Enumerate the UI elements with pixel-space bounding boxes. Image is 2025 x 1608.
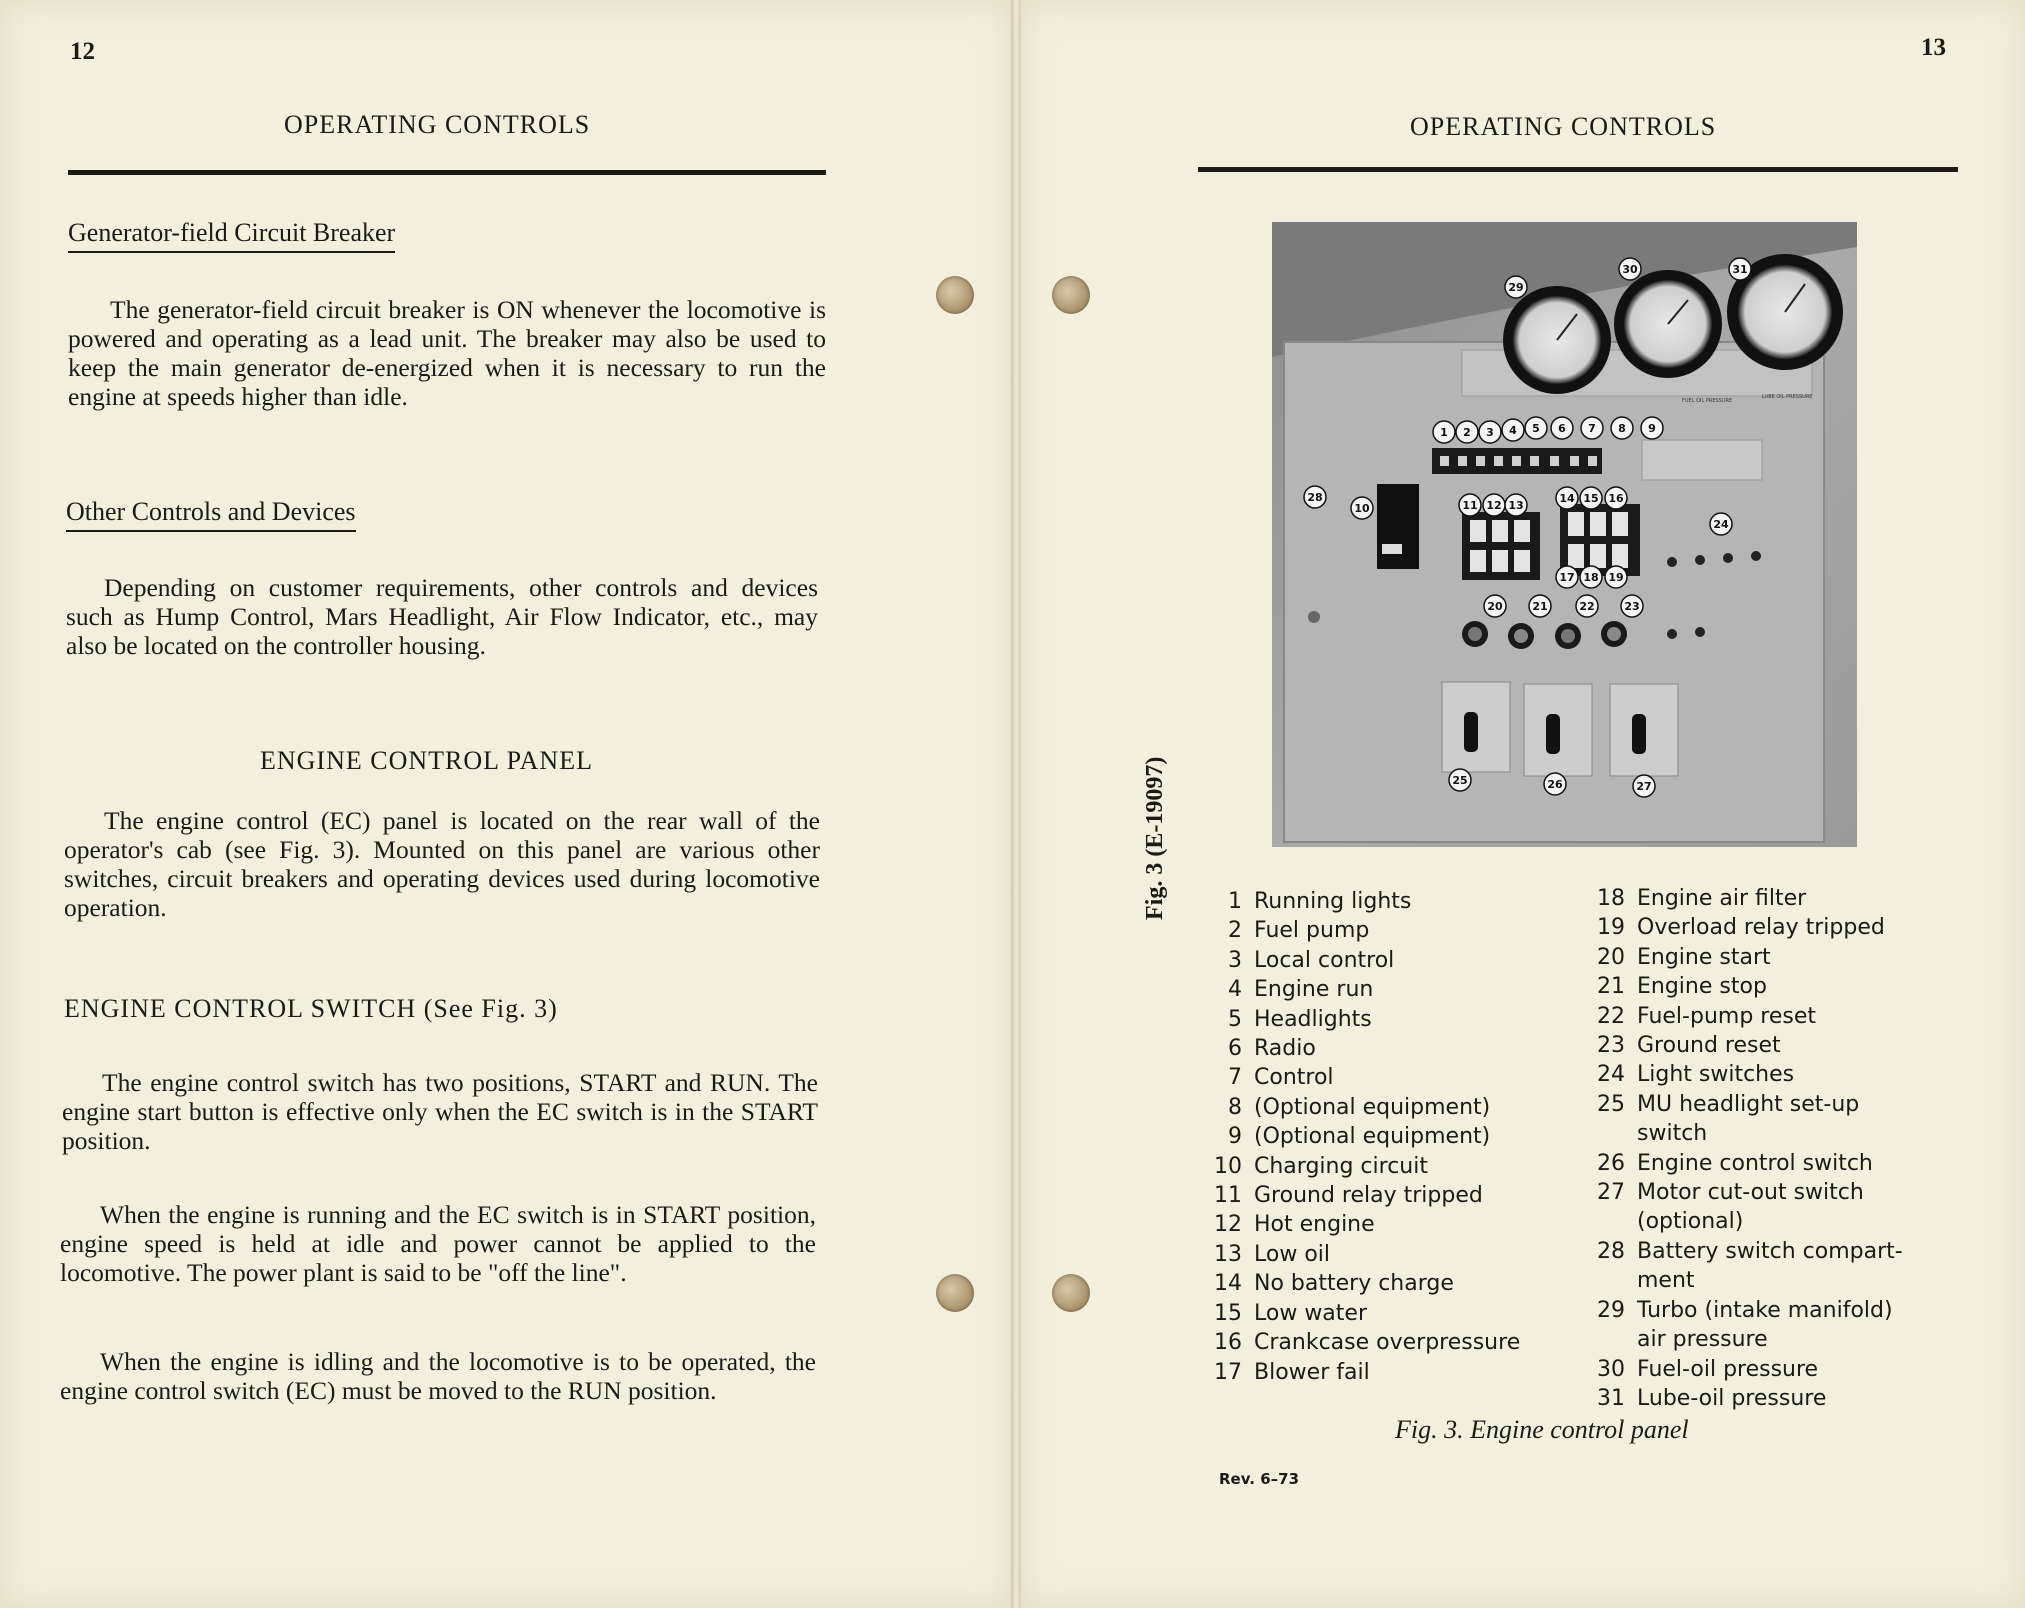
legend-item-text: Charging circuit	[1254, 1153, 1428, 1179]
legend-item	[1595, 1031, 1903, 1060]
svg-text:1: 1	[1440, 426, 1448, 439]
legend-item	[1595, 1002, 1903, 1031]
revision-note: Rev. 6–73	[1219, 1470, 1300, 1488]
legend-item	[1212, 1122, 1520, 1151]
figure-legend-left	[1212, 887, 1520, 1387]
legend-item-number: 31	[1597, 1385, 1625, 1411]
legend-item-number: 5	[1228, 1006, 1242, 1032]
svg-text:3: 3	[1486, 426, 1494, 439]
paragraph-engine-control-panel: The engine control (EC) panel is located on the rear wall of the operator's cab (see Fig. 3). Mounted on this panel are various other switches, circuit breakers and operating devices used during locomotive operation.	[64, 806, 820, 922]
legend-item-text: Fuel pump	[1254, 918, 1370, 944]
legend-item-text: Local control	[1254, 947, 1395, 973]
legend-item-text: Blower fail	[1254, 1359, 1370, 1385]
legend-item-number: 18	[1597, 886, 1625, 911]
legend-item-number: 13	[1214, 1241, 1242, 1267]
paragraph-ecs-running: When the engine is running and the EC switch is in START position, engine speed is held at idle and power cannot be applied to the locomotive. The power plant is said to be "off the line".	[60, 1200, 816, 1287]
legend-item	[1212, 1358, 1520, 1387]
figure-side-label: Fig. 3 (E-19097)	[1142, 756, 1168, 920]
legend-item-text: Engine stop	[1637, 974, 1767, 1000]
legend-item	[1595, 1149, 1903, 1178]
svg-text:29: 29	[1508, 281, 1524, 294]
svg-text:14: 14	[1559, 492, 1575, 505]
legend-item-number: 12	[1214, 1212, 1242, 1238]
svg-text:30: 30	[1622, 263, 1638, 276]
svg-text:18: 18	[1583, 571, 1599, 584]
svg-text:5: 5	[1532, 422, 1540, 435]
svg-text:21: 21	[1532, 600, 1548, 613]
legend-item-text: Ground relay tripped	[1254, 1183, 1483, 1209]
battery-compartment-latch	[1308, 611, 1320, 623]
legend-item	[1212, 1063, 1520, 1092]
legend-item-number: 1	[1228, 889, 1242, 914]
legend-item-text: (Optional equipment)	[1254, 1094, 1491, 1120]
legend-item	[1212, 1269, 1520, 1298]
svg-text:24: 24	[1713, 518, 1729, 531]
legend-item-number: 6	[1228, 1036, 1242, 1062]
svg-text:13: 13	[1508, 499, 1524, 512]
legend-item-text: (Optional equipment)	[1254, 1124, 1491, 1150]
section-title-generator-breaker: Generator-field Circuit Breaker	[68, 218, 395, 253]
legend-item-number: 2	[1228, 918, 1242, 944]
paragraph-generator-breaker: The generator-field circuit breaker is ON whenever the locomotive is powered and operating as a lead unit. The breaker may also be used to keep the main generator de-energized when it is necessary to run the engine at speeds higher than idle.	[68, 295, 826, 411]
legend-item	[1595, 943, 1903, 972]
legend-item-number: 25	[1597, 1091, 1625, 1117]
legend-item-number: 27	[1597, 1180, 1625, 1206]
legend-item-text: Light switches	[1637, 1062, 1795, 1088]
svg-text:26: 26	[1547, 778, 1563, 791]
legend-item	[1212, 916, 1520, 945]
svg-text:7: 7	[1588, 422, 1596, 435]
legend-item-text: Running lights	[1254, 889, 1412, 914]
legend-item	[1212, 975, 1520, 1004]
legend-item-number: 21	[1597, 974, 1625, 1000]
paragraph-ecs-positions: The engine control switch has two positions, START and RUN. The engine start button is effective only when the EC switch is in the START position.	[62, 1068, 818, 1155]
legend-item-number: 26	[1597, 1150, 1625, 1176]
binder-hole	[1052, 1274, 1090, 1312]
legend-item	[1212, 1299, 1520, 1328]
legend-item-number: 22	[1597, 1003, 1625, 1029]
gauge-plate-label: LUBE OIL PRESSURE	[1762, 394, 1813, 400]
page-header-right: OPERATING CONTROLS	[1410, 112, 1717, 141]
legend-item-number: 30	[1597, 1356, 1625, 1382]
engine-control-panel-photo	[1272, 222, 1857, 847]
section-title-other-controls: Other Controls and Devices	[66, 497, 356, 532]
page-number-left: 12	[70, 38, 95, 65]
svg-text:20: 20	[1487, 600, 1503, 613]
legend-item-text: Fuel-oil pressure	[1637, 1356, 1819, 1382]
legend-item	[1212, 1210, 1520, 1239]
legend-item	[1212, 1240, 1520, 1269]
svg-text:11: 11	[1462, 499, 1478, 512]
figure-legend-right	[1595, 884, 1903, 1413]
legend-item	[1595, 1384, 1903, 1413]
rotary-switches	[1442, 682, 1678, 776]
legend-item-text: Lube-oil pressure	[1637, 1385, 1827, 1411]
legend-item-number: 17	[1214, 1359, 1242, 1385]
charging-circuit-meter	[1377, 484, 1419, 569]
legend-item-text: Engine control switch	[1637, 1150, 1873, 1176]
legend-item-text: Headlights	[1254, 1006, 1372, 1032]
paragraph-other-controls: Depending on customer requirements, other controls and devices such as Hump Control, Mars Headlight, Air Flow Indicator, etc., may also be located on the controller housing.	[66, 573, 818, 660]
binder-hole	[936, 276, 974, 314]
paragraph-ecs-idling: When the engine is idling and the locomotive is to be operated, the engine control switch (EC) must be moved to the RUN position.	[60, 1347, 816, 1405]
svg-text:4: 4	[1509, 424, 1517, 437]
gauge-30	[1614, 270, 1722, 378]
legend-item	[1595, 1296, 1903, 1325]
legend-item-number: 20	[1597, 944, 1625, 970]
legend-item-number: 19	[1597, 915, 1625, 941]
svg-text:16: 16	[1608, 492, 1624, 505]
svg-text:27: 27	[1636, 780, 1652, 793]
legend-item	[1212, 1181, 1520, 1210]
book-spine	[1011, 0, 1021, 1608]
legend-item	[1212, 1034, 1520, 1063]
legend-item-number: 10	[1214, 1153, 1242, 1179]
legend-item-text: Radio	[1254, 1036, 1316, 1062]
legend-item	[1212, 887, 1520, 916]
legend-item-text: Low water	[1254, 1300, 1367, 1326]
legend-item-number: 23	[1597, 1033, 1625, 1059]
legend-item-continuation: (optional)	[1637, 1209, 1744, 1235]
heading-engine-control-switch: ENGINE CONTROL SWITCH (See Fig. 3)	[64, 994, 558, 1023]
legend-item	[1212, 1152, 1520, 1181]
legend-item	[1595, 884, 1903, 913]
legend-item-text: No battery charge	[1254, 1271, 1454, 1297]
legend-item-number: 3	[1228, 947, 1242, 973]
legend-item-text: Engine start	[1637, 944, 1771, 970]
legend-item	[1212, 1328, 1520, 1357]
legend-item	[1595, 1237, 1903, 1266]
legend-item	[1595, 1355, 1903, 1384]
legend-item-text: Battery switch compart-	[1637, 1238, 1903, 1264]
legend-item	[1212, 946, 1520, 975]
svg-text:19: 19	[1608, 571, 1624, 584]
legend-item-number: 11	[1214, 1183, 1242, 1209]
legend-item-continuation: ment	[1637, 1268, 1695, 1294]
legend-item-number: 16	[1214, 1330, 1242, 1356]
svg-text:22: 22	[1579, 600, 1595, 613]
legend-item-number: 9	[1228, 1124, 1242, 1150]
svg-text:10: 10	[1354, 502, 1370, 515]
binder-hole	[936, 1274, 974, 1312]
legend-item	[1212, 1005, 1520, 1034]
legend-item-continuation: switch	[1637, 1121, 1708, 1147]
svg-text:8: 8	[1618, 422, 1626, 435]
legend-item-number: 15	[1214, 1300, 1242, 1326]
binder-hole	[1052, 276, 1090, 314]
svg-text:25: 25	[1452, 774, 1468, 787]
svg-text:9: 9	[1648, 422, 1656, 435]
heading-engine-control-panel: ENGINE CONTROL PANEL	[260, 746, 593, 775]
legend-item-text: MU headlight set-up	[1637, 1091, 1860, 1117]
legend-item-number: 28	[1597, 1238, 1625, 1264]
legend-item-text: Control	[1254, 1065, 1334, 1091]
gauge-29	[1503, 286, 1611, 394]
gauge-plate-label: FUEL OIL PRESSURE	[1682, 398, 1733, 404]
legend-item-number: 24	[1597, 1062, 1625, 1088]
legend-item	[1595, 913, 1903, 942]
legend-item-number: 14	[1214, 1271, 1242, 1297]
page-number-right: 13	[1921, 34, 1946, 61]
svg-text:12: 12	[1486, 499, 1502, 512]
legend-item-continuation: air pressure	[1637, 1327, 1768, 1353]
header-rule-left	[68, 170, 826, 175]
legend-item	[1212, 1093, 1520, 1122]
legend-item	[1595, 972, 1903, 1001]
legend-item-text: Turbo (intake manifold)	[1637, 1297, 1893, 1323]
svg-text:28: 28	[1307, 491, 1323, 504]
legend-item-number: 4	[1228, 977, 1242, 1003]
legend-item	[1595, 1090, 1903, 1119]
legend-item-text: Crankcase overpressure	[1254, 1330, 1521, 1356]
legend-item-text: Low oil	[1254, 1241, 1331, 1267]
legend-item-text: Ground reset	[1637, 1033, 1781, 1059]
legend-item-text: Motor cut-out switch	[1637, 1180, 1864, 1206]
legend-item-text: Engine air filter	[1637, 886, 1807, 911]
legend-item	[1595, 1060, 1903, 1089]
svg-text:23: 23	[1624, 600, 1640, 613]
legend-item	[1595, 1178, 1903, 1207]
legend-item-text: Hot engine	[1254, 1212, 1375, 1238]
legend-item-number: 29	[1597, 1297, 1625, 1323]
svg-text:6: 6	[1558, 422, 1566, 435]
svg-text:17: 17	[1559, 571, 1575, 584]
header-rule-right	[1198, 167, 1958, 172]
legend-item-text: Fuel-pump reset	[1637, 1003, 1816, 1029]
figure-caption: Fig. 3. Engine control panel	[1395, 1415, 1689, 1444]
svg-text:15: 15	[1583, 492, 1599, 505]
legend-item-text: Engine run	[1254, 977, 1374, 1003]
legend-item-number: 7	[1228, 1065, 1242, 1091]
legend-item-text: Overload relay tripped	[1637, 915, 1885, 941]
legend-item-number: 8	[1228, 1094, 1242, 1120]
svg-text:31: 31	[1732, 263, 1748, 276]
page-header-left: OPERATING CONTROLS	[284, 110, 591, 139]
svg-text:2: 2	[1463, 426, 1471, 439]
